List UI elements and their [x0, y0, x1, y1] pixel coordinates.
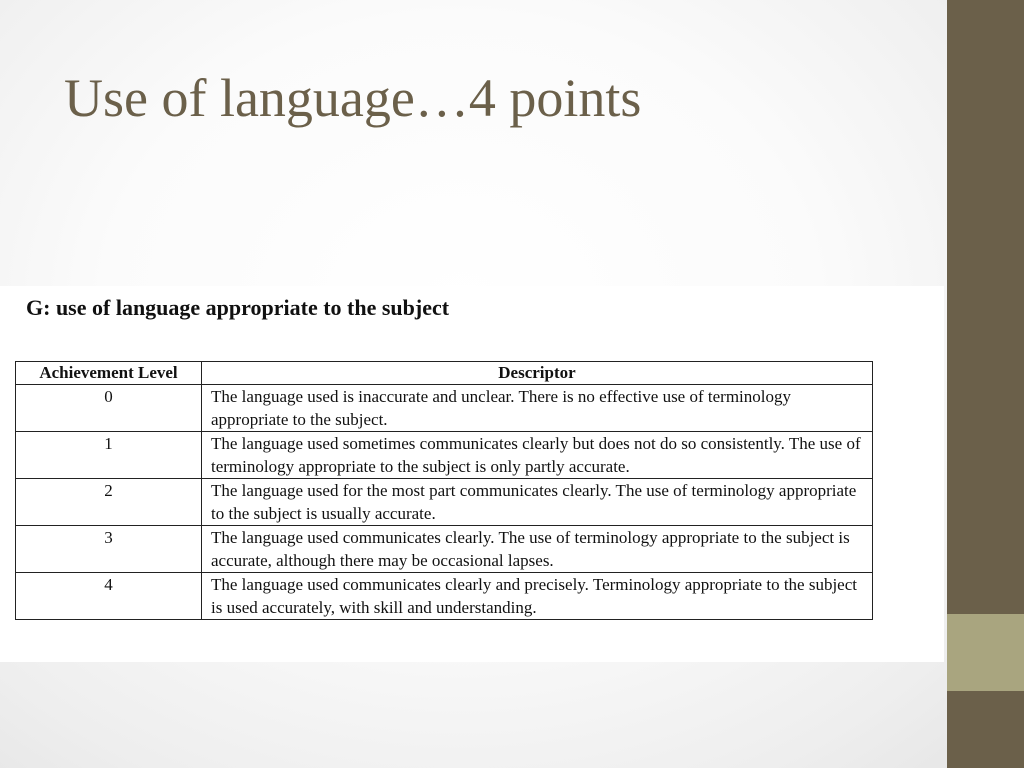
- rubric-image: [0, 286, 944, 662]
- header-descriptor: Descriptor: [202, 362, 873, 385]
- table-header-row: [16, 362, 873, 385]
- level-cell: 0: [16, 385, 202, 432]
- header-achievement-level: Achievement Level: [16, 362, 202, 385]
- level-cell: 4: [16, 573, 202, 620]
- table-row: [16, 573, 873, 620]
- rubric-table: [15, 361, 873, 620]
- side-accent: [947, 614, 1024, 691]
- descriptor-cell: The language used communicates clearly and precisely. Terminology appropriate to the subject is used accurately, with skill and understanding.: [202, 573, 873, 620]
- table-row: [16, 432, 873, 479]
- level-cell: 1: [16, 432, 202, 479]
- table-row: [16, 526, 873, 573]
- descriptor-cell: The language used for the most part communicates clearly. The use of terminology appropriate to the subject is usually accurate.: [202, 479, 873, 526]
- slide-title: Use of language…4 points: [64, 68, 642, 128]
- descriptor-cell: The language used is inaccurate and unclear. There is no effective use of terminology appropriate to the subject.: [202, 385, 873, 432]
- rubric-heading: G: use of language appropriate to the subject: [26, 295, 450, 320]
- table-row: [16, 385, 873, 432]
- descriptor-cell: The language used communicates clearly. The use of terminology appropriate to the subject is accurate, although there may be occasional lapses.: [202, 526, 873, 573]
- descriptor-cell: The language used sometimes communicates clearly but does not do so consistently. The use of terminology appropriate to the subject is only partly accurate.: [202, 432, 873, 479]
- table-row: [16, 479, 873, 526]
- level-cell: 2: [16, 479, 202, 526]
- level-cell: 3: [16, 526, 202, 573]
